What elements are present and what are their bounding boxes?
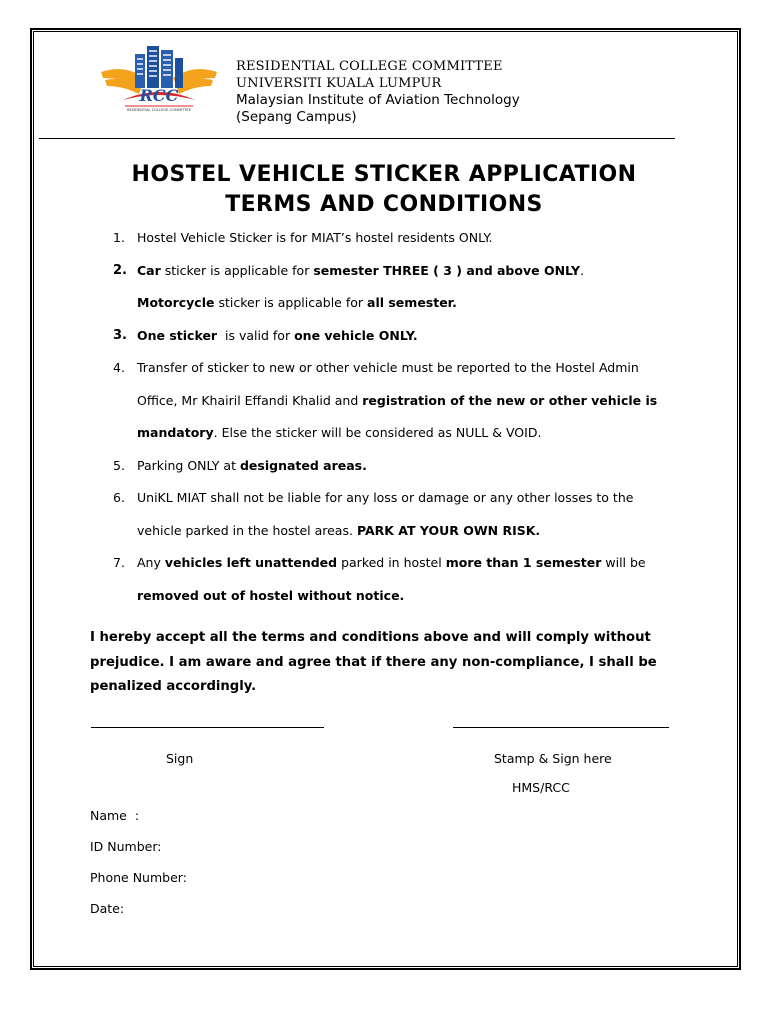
term-emphasis: removed out of hostel without notice.	[137, 587, 405, 603]
term-text	[137, 515, 673, 548]
term-4	[113, 352, 673, 450]
term-fragment: sticker is applicable for	[214, 295, 368, 310]
header-campus: (Sepang Campus)	[236, 108, 357, 125]
term-fragment: vehicle parked in the hostel areas.	[137, 522, 357, 538]
term-emphasis: designated areas.	[239, 457, 367, 473]
term-7	[113, 547, 673, 612]
term-fragment: . Else the sticker will be considered as NULL & VOID.	[213, 425, 542, 440]
term-number: 7.	[113, 555, 125, 570]
term-text	[137, 547, 673, 580]
stamp-sign-label: Stamp & Sign here	[494, 751, 612, 766]
header-university: UNIVERSITI KUALA LUMPUR	[236, 75, 442, 91]
term-1	[113, 222, 673, 255]
rcc-logo-icon	[95, 42, 223, 120]
term-number: 5.	[113, 457, 125, 473]
term-text	[137, 385, 673, 418]
name-field-label: Name :	[90, 808, 140, 823]
term-text: UniKL MIAT shall not be liable for any loss or damage or any other losses to the	[137, 490, 634, 505]
term-number: 3.	[113, 327, 127, 343]
sign-label: Sign	[166, 751, 194, 766]
acceptance-line: prejudice. I am aware and agree that if there any non-compliance, I shall be	[90, 654, 657, 670]
term-fragment: .	[580, 262, 585, 278]
date-field-label: Date:	[90, 901, 125, 916]
term-emphasis: mandatory	[137, 425, 214, 440]
term-fragment: parked in hostel	[337, 555, 446, 570]
svg-text:RESIDENTIAL COLLEGE COMMITTEE: RESIDENTIAL COLLEGE COMMITTEE	[127, 108, 191, 112]
term-emphasis: all semester.	[367, 295, 457, 310]
term-emphasis: one vehicle ONLY.	[294, 327, 418, 343]
header-committee: RESIDENTIAL COLLEGE COMMITTEE	[236, 59, 503, 74]
term-text: Hostel Vehicle Sticker is for MIAT’s hostel residents ONLY.	[137, 230, 493, 245]
acceptance-line: I hereby accept all the terms and conditions above and will comply without	[90, 630, 651, 645]
document-title: HOSTEL VEHICLE STICKER APPLICATION	[131, 162, 637, 187]
header-divider	[39, 138, 675, 139]
term-fragment: will be	[601, 555, 646, 570]
term-6	[113, 482, 673, 547]
term-3	[113, 320, 673, 353]
term-text	[137, 417, 673, 450]
terms-list	[113, 222, 673, 612]
hms-rcc-label: HMS/RCC	[512, 780, 570, 795]
term-number: 6.	[113, 490, 125, 505]
term-text	[137, 255, 673, 288]
phone-number-field-label: Phone Number:	[90, 870, 187, 885]
term-fragment: Parking ONLY at	[137, 457, 240, 473]
stamp-signature-line[interactable]	[453, 727, 669, 728]
term-5	[113, 450, 673, 483]
term-text	[137, 450, 673, 483]
header-institute: Malaysian Institute of Aviation Technology	[236, 92, 520, 108]
acceptance-line: penalized accordingly.	[90, 679, 257, 694]
term-emphasis: semester THREE ( 3 ) and above ONLY	[313, 262, 581, 278]
document-subtitle: TERMS AND CONDITIONS	[225, 192, 543, 217]
term-emphasis: vehicles left unattended	[164, 555, 338, 570]
term-text	[137, 287, 673, 320]
term-emphasis: more than 1 semester	[445, 555, 602, 570]
term-text	[137, 320, 673, 353]
term-emphasis: registration of the new or other vehicle is	[362, 392, 658, 408]
applicant-signature-line[interactable]	[91, 727, 324, 728]
term-text	[137, 580, 673, 613]
term-number: 4.	[113, 360, 125, 375]
term-emphasis: Car	[137, 262, 161, 278]
id-number-field-label: ID Number:	[90, 839, 162, 854]
term-emphasis: One sticker	[137, 327, 218, 343]
svg-text:RCC: RCC	[139, 86, 179, 105]
institution-header	[236, 59, 520, 125]
term-number: 2.	[113, 262, 127, 278]
term-emphasis: PARK AT YOUR OWN RISK.	[356, 522, 541, 538]
term-text: Transfer of sticker to new or other vehicle must be reported to the Hostel Admin	[137, 360, 639, 375]
term-fragment: Office, Mr Khairil Effandi Khalid and	[137, 392, 363, 408]
term-number: 1.	[113, 230, 125, 245]
term-2	[113, 255, 673, 320]
term-fragment: Any	[137, 555, 165, 570]
term-emphasis: Motorcycle	[137, 295, 215, 310]
acceptance-statement	[90, 626, 690, 700]
term-fragment: is valid for	[217, 327, 295, 343]
term-fragment: sticker is applicable for	[160, 262, 314, 278]
